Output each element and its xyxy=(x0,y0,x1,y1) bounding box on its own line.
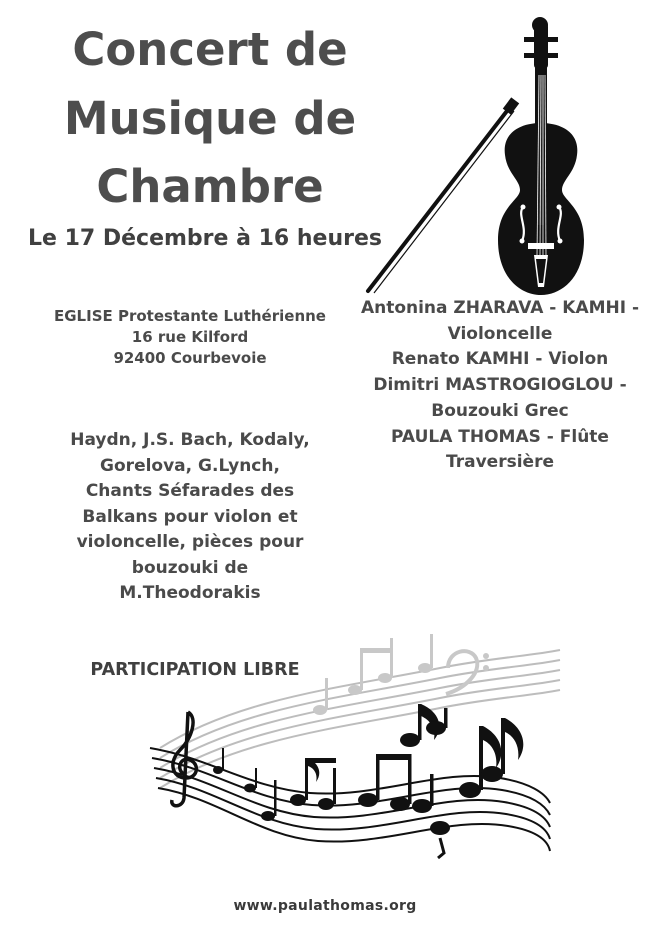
venue-name: EGLISE Protestante Luthérienne xyxy=(54,307,326,325)
performer-3-instrument: Bouzouki Grec xyxy=(431,400,569,421)
performer-3-name: Dimitri MASTROGIOGLOU - xyxy=(373,375,627,396)
program-line: bouzouki de xyxy=(131,557,249,578)
program-line: violoncelle, pièces pour xyxy=(76,532,304,552)
program-line: M.Theodorakis xyxy=(119,583,261,603)
concert-title-line-3: Chambre xyxy=(96,160,324,213)
violin-with-bow-icon xyxy=(360,15,630,297)
venue-street: 16 rue Kilford xyxy=(131,328,249,346)
program-line: Chants Séfarades des xyxy=(85,481,295,501)
concert-date: Le 17 Décembre à 16 heures xyxy=(27,226,382,251)
concert-title-line-1: Concert de xyxy=(72,23,348,76)
concert-title-line-2: Musique de xyxy=(63,92,357,145)
program-line: Haydn, J.S. Bach, Kodaly, xyxy=(70,430,310,450)
performers-list xyxy=(350,296,650,476)
venue-address xyxy=(40,306,340,369)
program-text xyxy=(40,428,340,607)
performer-1-name: Antonina ZHARAVA - KAMHI - xyxy=(360,298,640,318)
performer-1-instrument: Violoncelle xyxy=(447,323,553,344)
program-line: Balkans pour violon et xyxy=(82,506,298,527)
music-staff-notes-icon xyxy=(140,628,570,863)
participation-label: PARTICIPATION LIBRE xyxy=(90,660,300,680)
performer-4-instrument: Traversière xyxy=(446,452,554,473)
program-line: Gorelova, G.Lynch, xyxy=(100,455,280,476)
performer-2-name: Renato KAMHI - Violon xyxy=(391,349,609,370)
venue-city: 92400 Courbevoie xyxy=(113,349,267,367)
performer-4-name: PAULA THOMAS - Flûte xyxy=(391,426,609,447)
website-link[interactable]: www.paulathomas.org xyxy=(233,898,417,914)
